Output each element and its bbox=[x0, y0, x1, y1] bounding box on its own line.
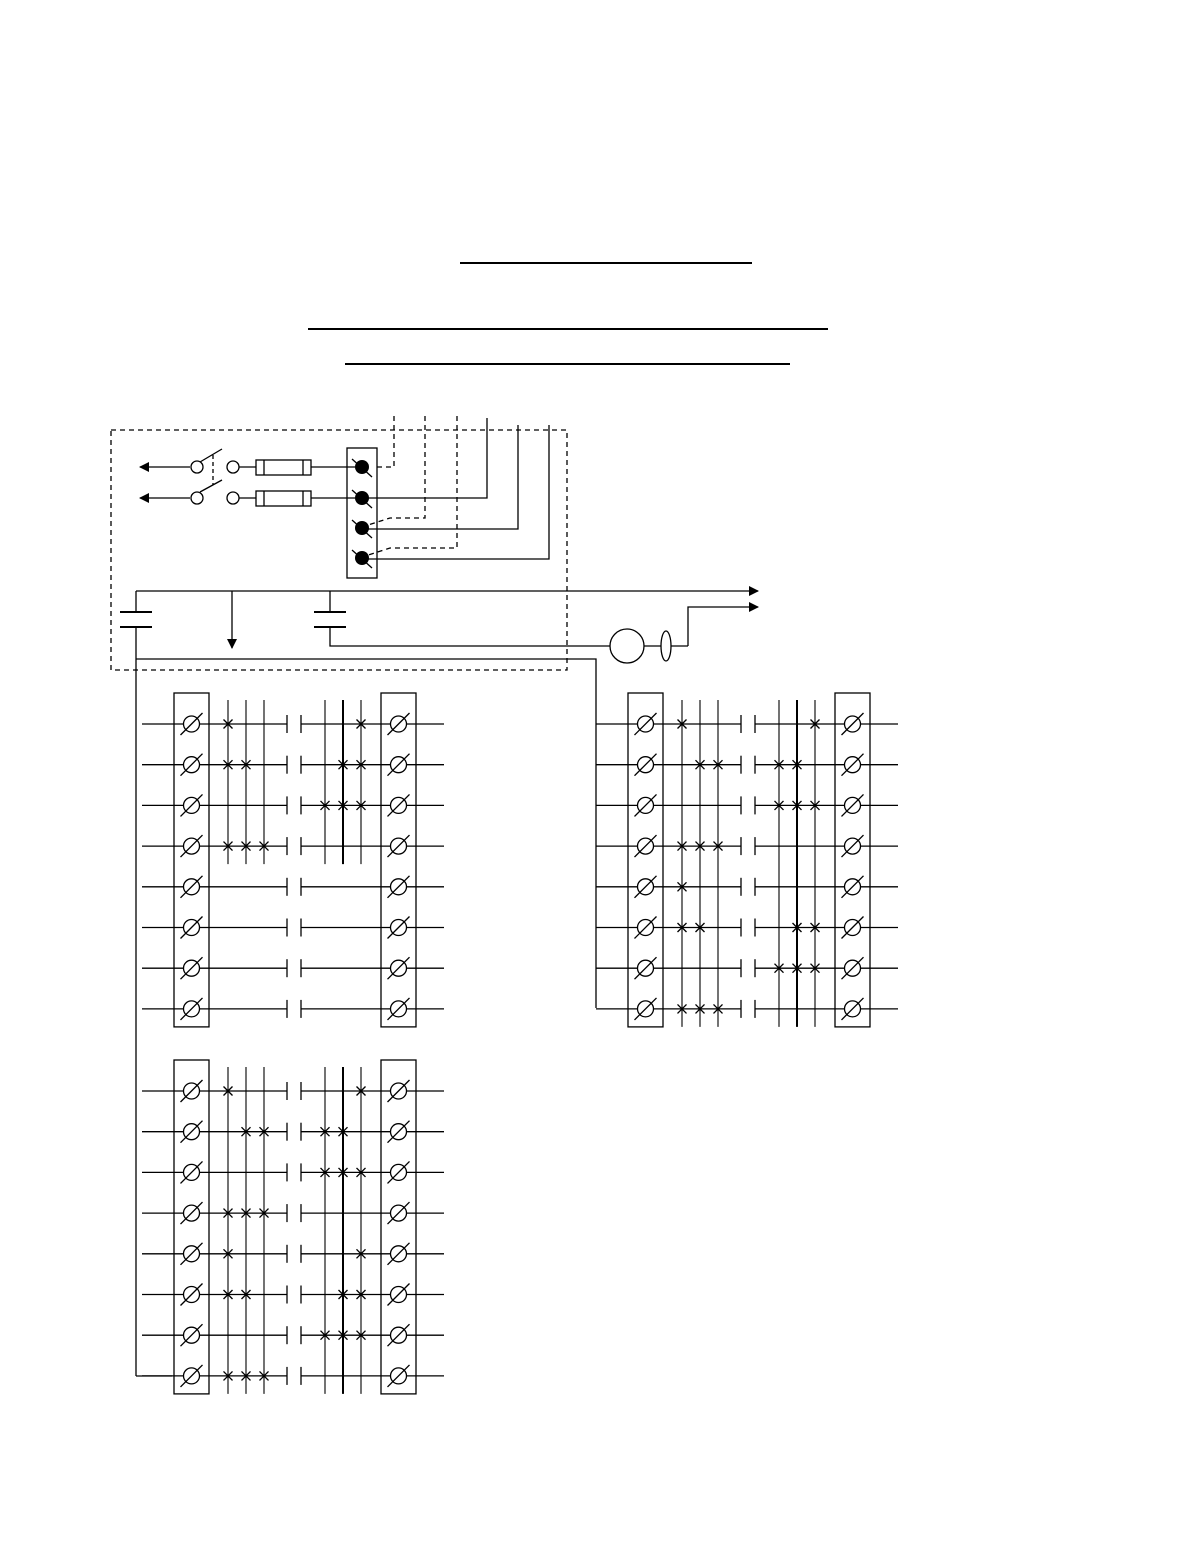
terminal-row bbox=[142, 1202, 444, 1224]
secondary-output-line bbox=[688, 607, 758, 646]
terminal-left bbox=[181, 1243, 203, 1265]
terminal-right bbox=[388, 1365, 410, 1387]
switch-contact-1a bbox=[191, 461, 203, 473]
terminal-left bbox=[181, 1202, 203, 1224]
terminal-left bbox=[181, 835, 203, 857]
terminal-row bbox=[142, 713, 444, 735]
switch-contact-2a bbox=[191, 492, 203, 504]
terminal-right bbox=[388, 1080, 410, 1102]
input-leads bbox=[362, 416, 549, 559]
bus-section bbox=[120, 591, 758, 1376]
input-lead-dashed-1 bbox=[375, 416, 394, 467]
terminal-left bbox=[181, 1324, 203, 1346]
terminal-left bbox=[635, 876, 657, 898]
terminal-left bbox=[635, 917, 657, 939]
terminal-left bbox=[635, 957, 657, 979]
terminal-row bbox=[596, 998, 898, 1020]
terminal-left bbox=[181, 1365, 203, 1387]
terminal-row bbox=[596, 794, 898, 816]
terminal-left bbox=[635, 713, 657, 735]
terminal-right bbox=[388, 1243, 410, 1265]
terminal-right bbox=[842, 713, 864, 735]
terminal-1 bbox=[352, 459, 372, 477]
switch-blade-1 bbox=[200, 449, 222, 462]
terminal-left bbox=[181, 1284, 203, 1306]
terminal-right bbox=[842, 794, 864, 816]
terminal-right bbox=[842, 917, 864, 939]
terminal-2 bbox=[352, 490, 372, 508]
terminal-left bbox=[181, 713, 203, 735]
terminal-right bbox=[388, 917, 410, 939]
input-lead-solid-3 bbox=[362, 425, 549, 559]
terminal-right bbox=[388, 1324, 410, 1346]
terminal-row bbox=[142, 998, 444, 1020]
right-block-feed bbox=[136, 659, 596, 1008]
input-lead-dashed-3 bbox=[362, 416, 457, 557]
terminal-right bbox=[842, 835, 864, 857]
terminal-right bbox=[388, 794, 410, 816]
terminal-left bbox=[181, 754, 203, 776]
terminal-row bbox=[596, 713, 898, 735]
terminal-right bbox=[388, 713, 410, 735]
terminal-right bbox=[842, 754, 864, 776]
terminal-left bbox=[181, 998, 203, 1020]
terminal-row bbox=[596, 754, 898, 776]
terminal-row bbox=[596, 957, 898, 979]
terminal-row bbox=[142, 835, 444, 857]
switch-blade-2 bbox=[200, 480, 222, 492]
terminal-row bbox=[142, 1324, 444, 1346]
switch-contact-1b bbox=[227, 461, 239, 473]
terminal-right bbox=[388, 998, 410, 1020]
terminal-block-b bbox=[596, 693, 898, 1027]
terminal-right bbox=[388, 1202, 410, 1224]
terminal-right bbox=[388, 1161, 410, 1183]
terminal-right bbox=[388, 835, 410, 857]
terminal-row bbox=[596, 876, 898, 898]
terminal-left bbox=[181, 794, 203, 816]
coil-loop bbox=[661, 631, 671, 661]
terminal-right bbox=[388, 1121, 410, 1143]
terminal-left bbox=[635, 835, 657, 857]
terminal-right bbox=[842, 998, 864, 1020]
input-lead-solid-2 bbox=[362, 425, 518, 529]
terminal-left bbox=[181, 1161, 203, 1183]
terminal-row bbox=[142, 876, 444, 898]
terminal-row bbox=[596, 917, 898, 939]
terminal-row bbox=[142, 1365, 444, 1387]
switch-contact-2b bbox=[227, 492, 239, 504]
terminal-block-a bbox=[142, 693, 444, 1027]
terminal-right bbox=[388, 1284, 410, 1306]
terminal-row bbox=[142, 917, 444, 939]
terminal-row bbox=[142, 1121, 444, 1143]
terminal-left bbox=[181, 917, 203, 939]
terminal-left bbox=[635, 754, 657, 776]
header-rules bbox=[308, 263, 828, 364]
control-enclosure bbox=[111, 430, 567, 670]
meter-circle bbox=[610, 629, 644, 663]
terminal-right bbox=[388, 876, 410, 898]
terminal-row bbox=[142, 1284, 444, 1306]
terminal-row bbox=[142, 1243, 444, 1265]
terminal-left bbox=[181, 957, 203, 979]
terminal-blocks bbox=[142, 693, 898, 1394]
terminal-right bbox=[842, 957, 864, 979]
terminal-row bbox=[142, 1080, 444, 1102]
terminal-row bbox=[142, 794, 444, 816]
terminal-right bbox=[388, 754, 410, 776]
terminal-left bbox=[635, 794, 657, 816]
switch-fuse-circuits bbox=[140, 449, 355, 506]
terminal-block-c bbox=[142, 1060, 444, 1394]
terminal-right bbox=[388, 957, 410, 979]
terminal-row bbox=[142, 754, 444, 776]
terminal-left bbox=[181, 1121, 203, 1143]
terminal-left bbox=[635, 998, 657, 1020]
terminal-right bbox=[842, 876, 864, 898]
input-lead-dashed-2 bbox=[362, 416, 425, 527]
terminal-left bbox=[181, 1080, 203, 1102]
terminal-row bbox=[142, 1161, 444, 1183]
terminal-row bbox=[142, 957, 444, 979]
terminal-left bbox=[181, 876, 203, 898]
terminal-row bbox=[596, 835, 898, 857]
